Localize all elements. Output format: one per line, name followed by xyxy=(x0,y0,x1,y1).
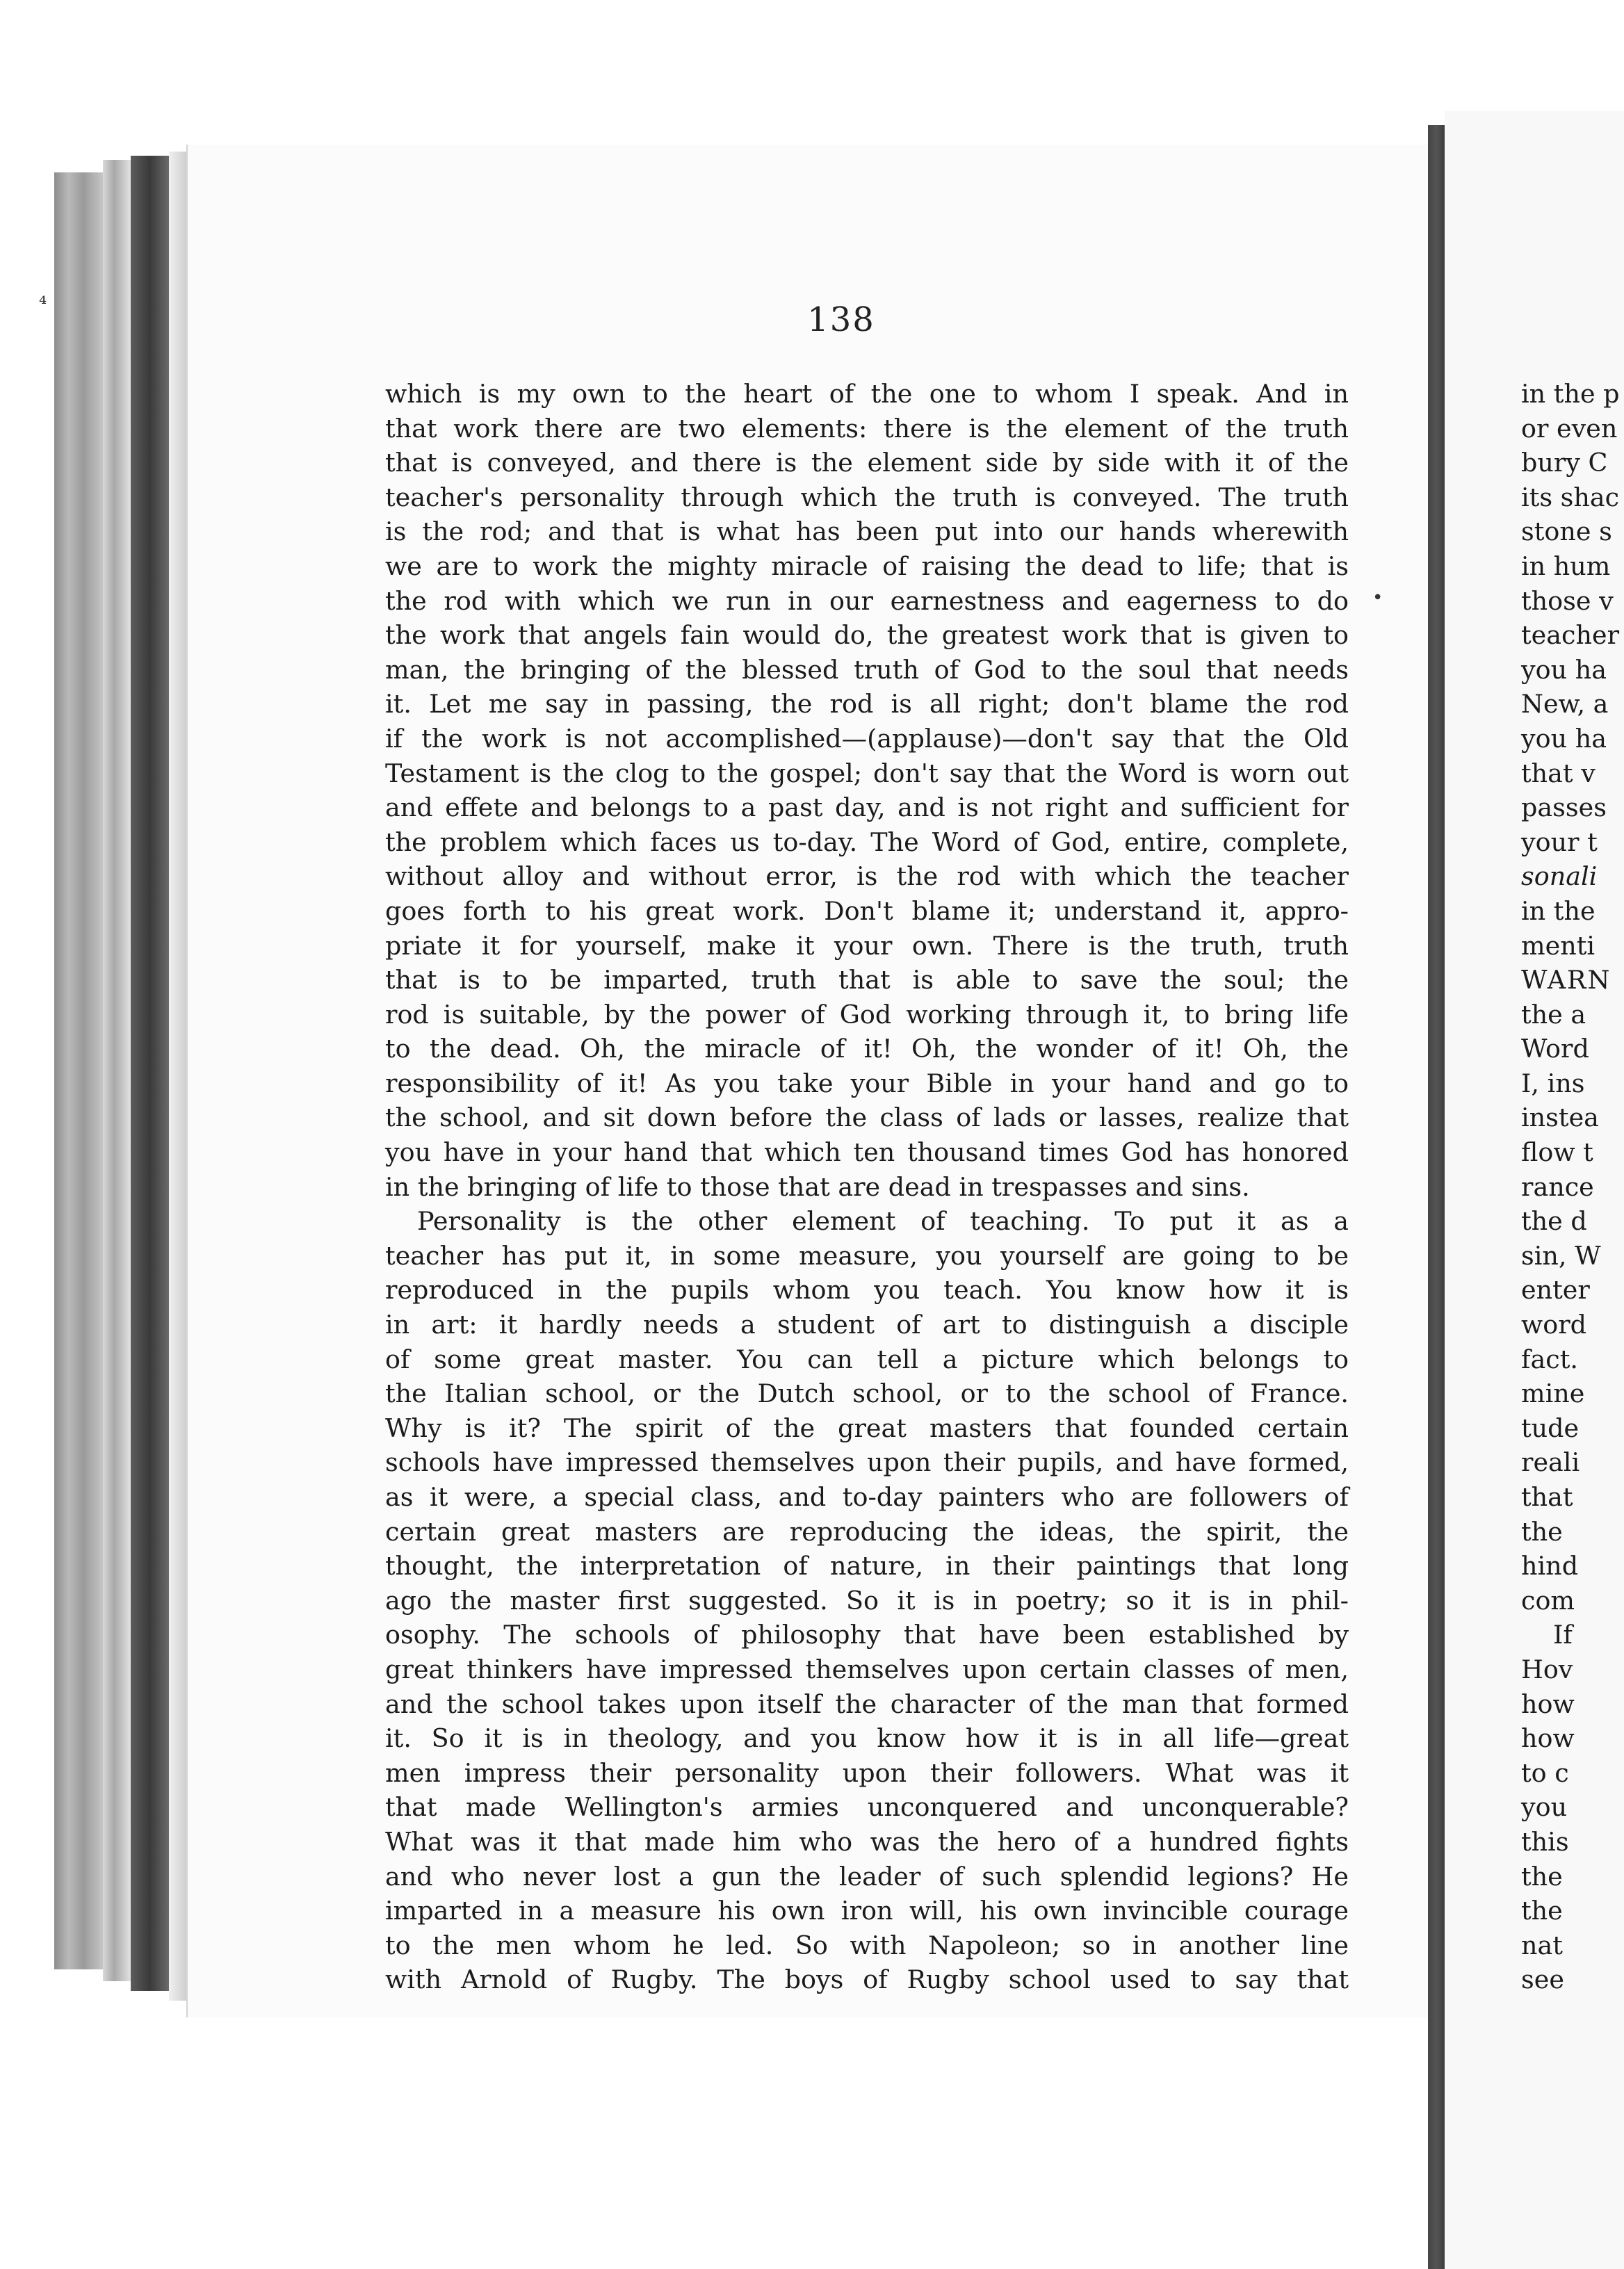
facing-text-line: sonali xyxy=(1521,861,1598,892)
text-line: teacher's personality through which the truth is conveyed. The truth xyxy=(385,482,1349,512)
facing-text-line: word xyxy=(1521,1310,1587,1340)
facing-text-line: hind xyxy=(1521,1551,1579,1581)
facing-text-line: that xyxy=(1521,1482,1573,1512)
text-line: the Italian school, or the Dutch school, or to the school of France. xyxy=(385,1379,1349,1409)
text-line: as it were, a special class, and to-day painters who are followers of xyxy=(385,1482,1349,1512)
facing-text-line: or even xyxy=(1521,413,1618,444)
text-line: thought, the interpretation of nature, in their paintings that long xyxy=(385,1551,1349,1581)
text-line: What was it that made him who was the hero of a hundred fights xyxy=(385,1826,1349,1857)
facing-text-line: stone s xyxy=(1521,517,1612,547)
text-line: that work there are two elements: there is the element of the truth xyxy=(385,413,1349,444)
book-edge-strip xyxy=(54,172,103,1969)
text-line: to the dead. Oh, the miracle of it! Oh, the wonder of it! Oh, the xyxy=(385,1034,1349,1064)
text-line: in the bringing of life to those that are dead in trespasses and sins. xyxy=(385,1171,1250,1202)
text-line: goes forth to his great work. Don't blame it; understand it, appro- xyxy=(385,895,1349,926)
facing-text-line: sin, W xyxy=(1521,1240,1601,1271)
facing-text-line: the d xyxy=(1521,1206,1587,1237)
text-line: you have in your hand that which ten thousand times God has honored xyxy=(385,1137,1349,1168)
facing-text-line: to c xyxy=(1521,1757,1569,1788)
facing-text-line: reali xyxy=(1521,1447,1580,1478)
facing-text-line: mine xyxy=(1521,1379,1585,1409)
text-line: teacher has put it, in some measure, you yourself are going to be xyxy=(385,1240,1349,1271)
book-gutter xyxy=(1428,125,1445,2269)
facing-text-line: you ha xyxy=(1521,723,1607,754)
text-line: that made Wellington's armies unconquered and unconquerable? xyxy=(385,1792,1349,1823)
text-line: great thinkers have impressed themselves upon certain classes of men, xyxy=(385,1654,1349,1684)
facing-text-line: that v xyxy=(1521,758,1595,788)
facing-text-line: nat xyxy=(1521,1930,1563,1960)
facing-text-line: rance xyxy=(1521,1171,1594,1202)
margin-mark: ⁴ xyxy=(39,292,47,315)
facing-text-line: in hum xyxy=(1521,551,1611,581)
facing-text-line: enter xyxy=(1521,1275,1590,1306)
facing-text-line: how xyxy=(1521,1689,1575,1719)
text-line: in art: it hardly needs a student of art to distinguish a disciple xyxy=(385,1310,1349,1340)
facing-text-line: menti xyxy=(1521,930,1595,961)
facing-text-line: teacher xyxy=(1521,620,1620,651)
facing-text-line: the xyxy=(1521,1516,1563,1547)
facing-text-line: in the p xyxy=(1521,379,1620,409)
facing-text-line: those v xyxy=(1521,585,1614,616)
facing-text-line: com xyxy=(1521,1585,1575,1616)
facing-text-line: the xyxy=(1521,1896,1563,1926)
book-edge-strip xyxy=(169,152,186,2001)
facing-text-line: the a xyxy=(1521,999,1586,1030)
text-line: certain great masters are reproducing the ideas, the spirit, the xyxy=(385,1516,1349,1547)
facing-text-line: flow t xyxy=(1521,1137,1593,1168)
text-line: of some great master. You can tell a picture which belongs to xyxy=(385,1344,1349,1374)
text-line: Why is it? The spirit of the great masters that founded certain xyxy=(385,1413,1349,1443)
facing-text-line: its shac xyxy=(1521,482,1620,512)
facing-text-line: New, a xyxy=(1521,689,1609,719)
text-line: the rod with which we run in our earnestness and eagerness to do xyxy=(385,585,1349,616)
facing-text-line: in the xyxy=(1521,895,1595,926)
facing-text-line: the xyxy=(1521,1861,1563,1892)
text-line: rod is suitable, by the power of God working through it, to bring life xyxy=(385,999,1349,1030)
text-line: the problem which faces us to-day. The Word of God, entire, complete, xyxy=(385,827,1349,857)
text-line: men impress their personality upon their followers. What was it xyxy=(385,1757,1349,1788)
facing-text-line: instea xyxy=(1521,1103,1599,1133)
text-line: if the work is not accomplished—(applause)—don't say that the Old xyxy=(385,723,1349,754)
text-line: that is to be imparted, truth that is able to save the soul; the xyxy=(385,965,1349,995)
text-line: we are to work the mighty miracle of raising the dead to life; that is xyxy=(385,551,1349,581)
facing-text-line: bury C xyxy=(1521,448,1608,478)
text-line: that is conveyed, and there is the element side by side with it of the xyxy=(385,448,1349,478)
facing-page-text xyxy=(1521,377,1620,1997)
text-line: Testament is the clog to the gospel; don't say that the Word is worn out xyxy=(385,758,1349,788)
facing-text-line: see xyxy=(1521,1965,1564,1995)
book-edge-strip xyxy=(103,160,131,1981)
facing-text-line: you ha xyxy=(1521,654,1607,685)
facing-text-line: Word xyxy=(1521,1034,1589,1064)
text-line: Personality is the other element of teaching. To put it as a xyxy=(417,1206,1349,1237)
text-line: and the school takes upon itself the character of the man that formed xyxy=(385,1689,1349,1719)
text-line: responsibility of it! As you take your Bible in your hand and go to xyxy=(385,1068,1349,1098)
facing-text-line: WARN xyxy=(1521,965,1611,995)
text-line: schools have impressed themselves upon their pupils, and have formed, xyxy=(385,1447,1349,1478)
text-line: with Arnold of Rugby. The boys of Rugby school used to say that xyxy=(385,1965,1349,1995)
facing-text-line: passes xyxy=(1521,792,1607,823)
facing-text-line: you xyxy=(1521,1792,1568,1823)
text-line: the school, and sit down before the class of lads or lasses, realize that xyxy=(385,1103,1349,1133)
body-text xyxy=(385,377,1349,1997)
text-line: ago the master first suggested. So it is in poetry; so it is in phil- xyxy=(385,1585,1349,1616)
text-line: and who never lost a gun the leader of such splendid legions? He xyxy=(385,1861,1349,1892)
margin-bullet: • xyxy=(1372,587,1383,608)
text-line: priate it for yourself, make it your own. There is the truth, truth xyxy=(385,930,1349,961)
text-line: it. So it is in theology, and you know how it is in all life—great xyxy=(385,1723,1349,1754)
facing-text-line: how xyxy=(1521,1723,1575,1754)
text-line: is the rod; and that is what has been put into our hands wherewith xyxy=(385,517,1349,547)
text-line: imparted in a measure his own iron will, his own invincible courage xyxy=(385,1896,1349,1926)
text-line: without alloy and without error, is the rod with which the teacher xyxy=(385,861,1349,892)
facing-text-line: If xyxy=(1553,1620,1573,1650)
text-line: man, the bringing of the blessed truth of God to the soul that needs xyxy=(385,654,1349,685)
text-line: reproduced in the pupils whom you teach. You know how it is xyxy=(385,1275,1349,1306)
text-line: to the men whom he led. So with Napoleon; so in another line xyxy=(385,1930,1349,1960)
facing-text-line: Hov xyxy=(1521,1654,1573,1684)
page-number: 138 xyxy=(807,300,875,339)
book-edge-strip xyxy=(131,156,169,1991)
facing-text-line: I, ins xyxy=(1521,1068,1585,1098)
text-line: it. Let me say in passing, the rod is all right; don't blame the rod xyxy=(385,689,1349,719)
facing-text-line: this xyxy=(1521,1826,1569,1857)
facing-text-line: your t xyxy=(1521,827,1598,857)
text-line: which is my own to the heart of the one to whom I speak. And in xyxy=(385,379,1349,409)
facing-text-line: fact. xyxy=(1521,1344,1578,1374)
text-line: the work that angels fain would do, the greatest work that is given to xyxy=(385,620,1349,651)
text-line: osophy. The schools of philosophy that have been established by xyxy=(385,1620,1349,1650)
facing-text-line: tude xyxy=(1521,1413,1580,1443)
text-line: and effete and belongs to a past day, and is not right and sufficient for xyxy=(385,792,1349,823)
